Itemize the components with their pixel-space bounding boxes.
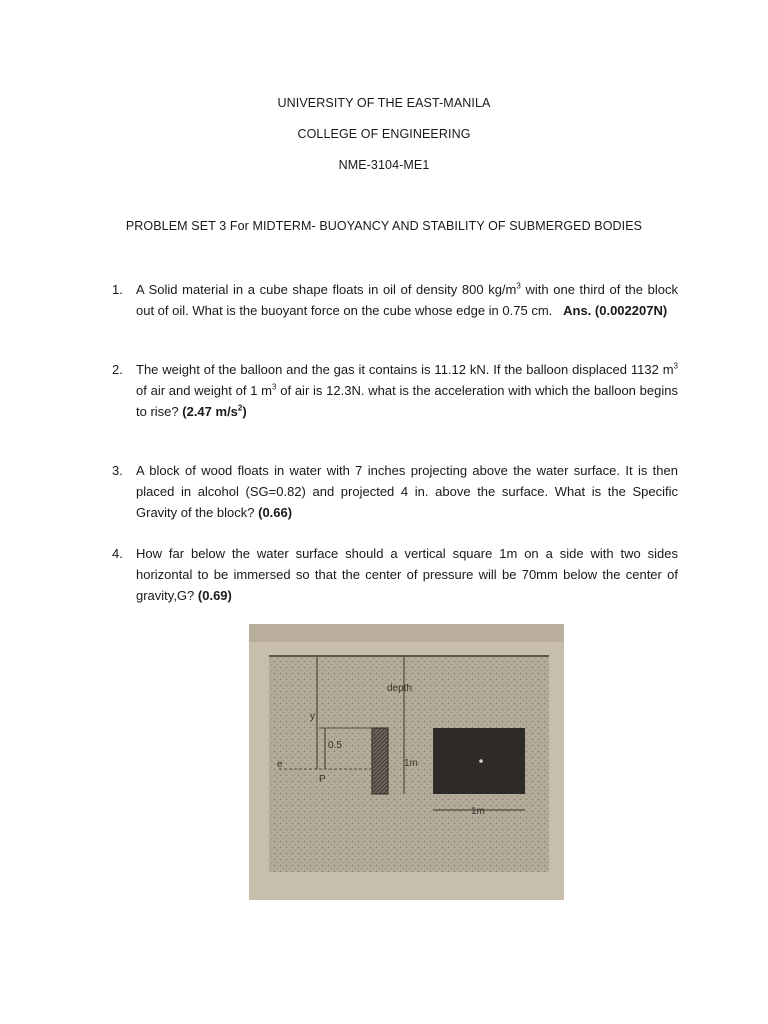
problem-number: 2. — [112, 362, 123, 377]
figure-diagram — [249, 624, 564, 900]
problem-1 — [112, 279, 678, 321]
problem-number: 1. — [112, 282, 123, 297]
problem-text: The weight of the balloon and the gas it contains is 11.12 kN. If the balloon displaced 1132 $m^3$ of air and weight of 1 $m^3$ of air is 12.3N. what is the acceleration with which the balloon begins to rise? (2.47 $m/s^2$) — [136, 361, 678, 419]
problem-text: How far below the water surface should a vertical square 1m on a side with two sides horizontal to be immersed so that the center of pressure will be 70mm below the center of gravity,G? (0.69) — [136, 546, 678, 603]
plate-edge-view — [372, 728, 388, 794]
problem-text: A Solid material in a cube shape floats in oil of density 800 $kg/m^3$ with one third of the block out of oil. What is the buoyant force on the cube whose edge in 0.75 cm. Ans. (0.002207N) — [136, 281, 679, 318]
problem-answer: (2.47 $m/s^2$) — [182, 403, 247, 419]
problem-2 — [112, 359, 678, 422]
problem-4 — [112, 543, 678, 606]
problem-answer: (0.66) — [258, 505, 293, 520]
submerged-square-figure — [249, 624, 564, 900]
problem-set-title: PROBLEM SET 3 For MIDTERM- BUOYANCY AND STABILITY OF SUBMERGED BODIES — [125, 219, 643, 233]
center-of-gravity-dot — [479, 759, 483, 763]
one-m-vertical-label: 1m — [404, 758, 418, 769]
p-label: P — [319, 774, 326, 785]
y-label: y — [310, 711, 315, 722]
problem-answer: (0.69) — [197, 588, 232, 603]
problem-answer: Ans. (0.002207N) — [563, 303, 668, 318]
e-label: e — [277, 759, 283, 770]
university-name: UNIVERSITY OF THE EAST-MANILA — [277, 96, 491, 110]
problem-text: A block of wood floats in water with 7 inches projecting above the water surface. It is then placed in alcohol (SG=0.82) and projected 4 in. above the surface. What is the Specific Gravity of the block? (0.66) — [136, 463, 678, 520]
one-m-horizontal-label: 1m — [471, 806, 485, 817]
figure-top-edge — [249, 624, 564, 642]
depth-label: depth — [387, 683, 413, 694]
problem-3 — [112, 460, 678, 523]
problem-number: 3. — [112, 463, 123, 478]
course-code: NME-3104-ME1 — [338, 158, 430, 172]
problem-number: 4. — [112, 546, 123, 561]
submerged-square — [433, 728, 525, 794]
half-label: 0.5 — [328, 740, 342, 751]
college-name: COLLEGE OF ENGINEERING — [297, 127, 471, 141]
